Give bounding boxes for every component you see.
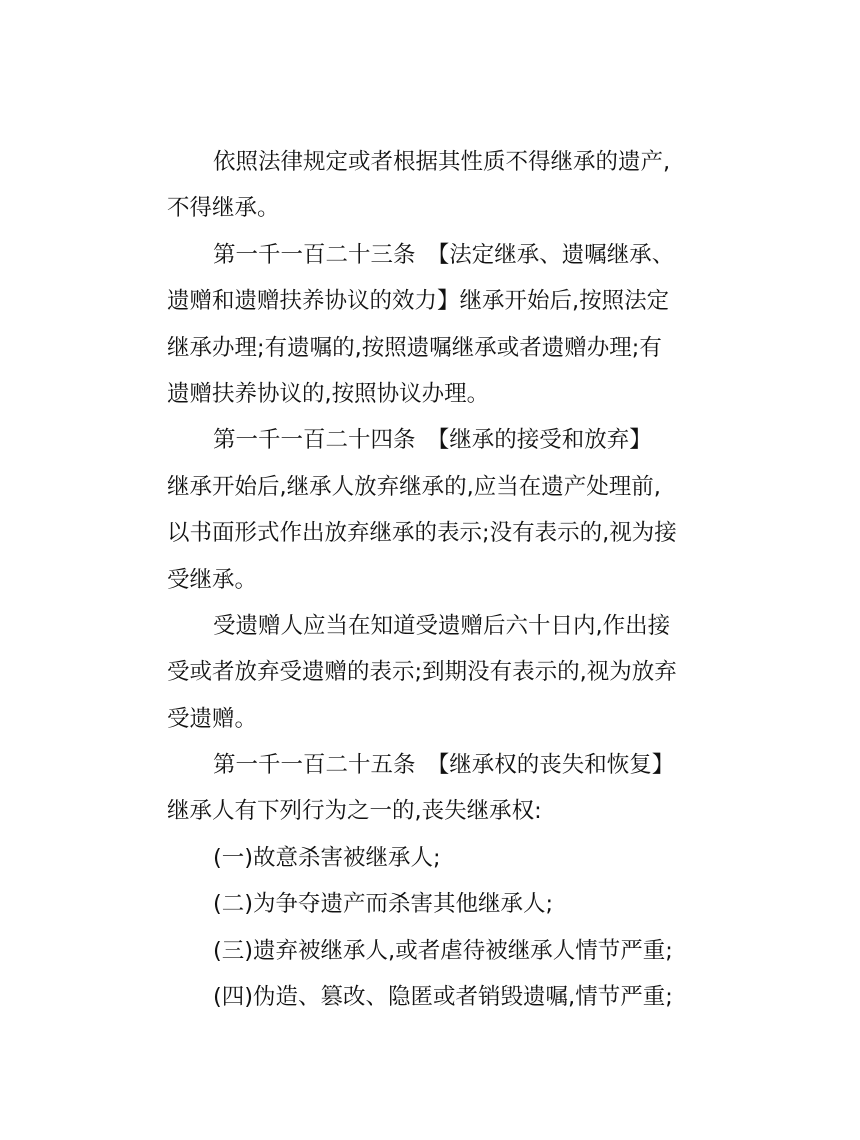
paragraph-line: 遗赠和遗赠扶养协议的效力】继承开始后,按照法定	[167, 288, 670, 315]
paragraph-line: 以书面形式作出放弃继承的表示;没有表示的,视为接	[167, 520, 677, 547]
article-1123-heading: 第一千一百二十三条 【法定继承、遗嘱继承、	[213, 241, 675, 268]
list-item: (三)遗弃被继承人,或者虐待被继承人情节严重;	[213, 937, 673, 964]
list-item: (一)故意杀害被继承人;	[213, 844, 441, 871]
paragraph-line: 继承办理;有遗嘱的,按照遗嘱继承或者遗赠办理;有	[167, 334, 662, 361]
paragraph-line: 依照法律规定或者根据其性质不得继承的遗产,	[213, 149, 671, 175]
paragraph-line: 遗赠扶养协议的,按照协议办理。	[167, 380, 490, 407]
paragraph-line: 受遗赠人应当在知道受遗赠后六十日内,作出接	[213, 612, 671, 639]
paragraph-line: 受遗赠。	[167, 705, 258, 732]
paragraph-line: 受或者放弃受遗赠的表示;到期没有表示的,视为放弃	[167, 659, 677, 686]
paragraph-line: 继承人有下列行为之一的,丧失继承权:	[167, 798, 542, 825]
paragraph-line: 受继承。	[167, 566, 258, 593]
document-body	[167, 139, 727, 1020]
list-item: (四)伪造、篡改、隐匿或者销毁遗嘱,情节严重;	[213, 984, 673, 1011]
article-1125-heading: 第一千一百二十五条 【继承权的丧失和恢复】	[213, 752, 675, 779]
article-1124-heading: 第一千一百二十四条 【继承的接受和放弃】	[213, 427, 652, 454]
paragraph-line: 不得继承。	[167, 195, 280, 222]
list-item: (二)为争夺遗产而杀害其他继承人;	[213, 891, 554, 918]
paragraph-line: 继承开始后,继承人放弃继承的,应当在遗产处理前,	[167, 473, 661, 500]
